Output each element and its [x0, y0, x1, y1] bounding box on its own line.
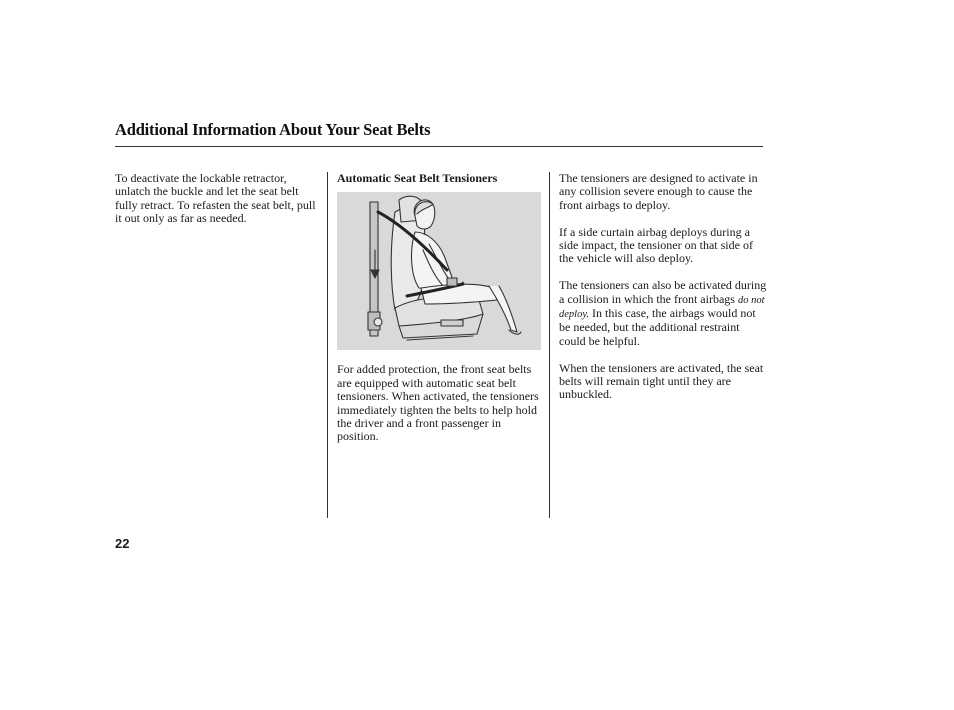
title-rule: [115, 146, 763, 147]
column-3-paragraph-4: When the tensioners are activated, the seat belts will remain tight until they are unbuckled.: [559, 360, 764, 402]
column-divider-2: [549, 172, 550, 518]
page-title: Additional Information About Your Seat Belts: [115, 120, 431, 139]
seated-passenger-icon: [337, 192, 541, 350]
column-1-paragraph-1: To deactivate the lockable retractor, unlatch the buckle and let the seat belt fully retract. To refasten the seat belt, pull it out only as far as needed.: [115, 171, 316, 226]
paragraph-3-text-end: In this case, the airbags would not be needed, but the additional restraint could be helpful.: [559, 306, 756, 348]
paragraph-3-text-start: The tensioners can also be activated during a collision in which the front airbags: [559, 278, 767, 306]
section-heading: Automatic Seat Belt Tensioners: [337, 171, 498, 185]
column-1: [115, 172, 320, 239]
column-3-paragraph-1: The tensioners are designed to activate in any collision severe enough to cause the front airbags to deploy.: [559, 171, 758, 212]
column-2-paragraph-1: For added protection, the front seat belts are equipped with automatic seat belt tensioners. When activated, the tensioners immediately tighten the belts to help hold the driver and a front passenger in position.: [337, 362, 539, 444]
seat-belt-tensioner-illustration: [337, 192, 541, 350]
column-3-paragraph-2: If a side curtain airbag deploys during a side impact, the tensioner on that side of the vehicle will also deploy.: [559, 224, 753, 266]
column-3-paragraph-3: [559, 279, 767, 348]
page-number: 22: [115, 536, 130, 551]
column-2: [337, 172, 542, 457]
column-divider-1: [327, 172, 328, 518]
column-3: [559, 172, 767, 415]
do-not-deploy-emphasis: do not deploy.: [559, 294, 765, 321]
